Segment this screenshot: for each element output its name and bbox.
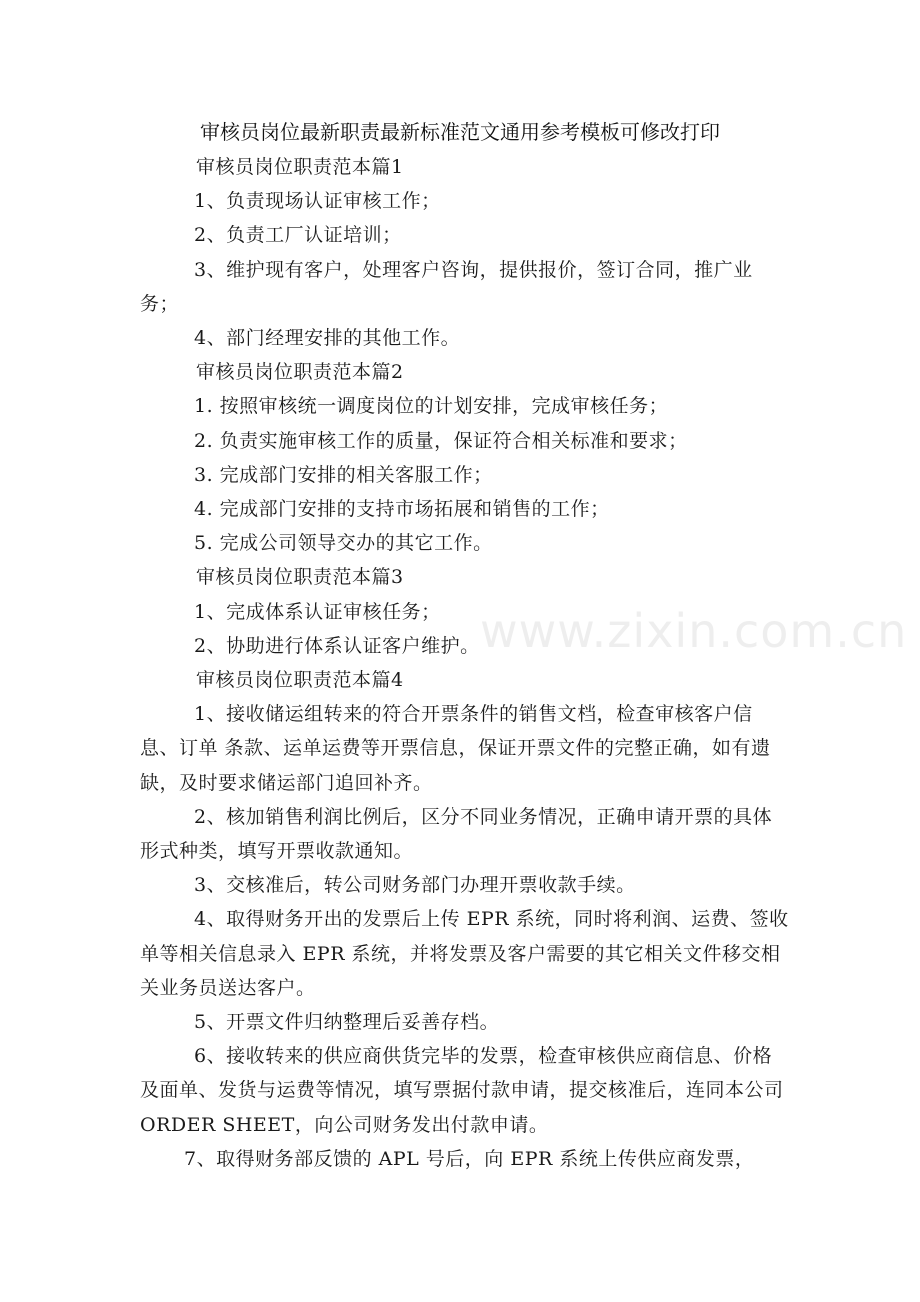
paragraph: 1. 按照审核统一调度岗位的计划安排，完成审核任务； <box>194 395 669 418</box>
paragraph: 3、维护现有客户，处理客户咨询，提供报价，签订合同，推广业务； <box>140 258 753 315</box>
paragraph: 6、接收转来的供应商供货完毕的发票，检查审核供应商信息、价格及面单、发货与运费等情况，填写票据付款申请，提交核准后，连同本公司 ORDER SHEET，向公司财务发出付款申请。 <box>140 1045 784 1136</box>
paragraph: 2、协助进行体系认证客户维护。 <box>194 634 480 657</box>
section-heading-4: 审核员岗位职责范本篇4 <box>196 669 404 692</box>
paragraph: 4、部门经理安排的其他工作。 <box>194 327 461 350</box>
paragraph: 4、取得财务开出的发票后上传 EPR 系统，同时将利润、运费、签收单等相关信息录入 EPR 系统，并将发票及客户需要的其它相关文件移交相关业务员送达客户。 <box>140 908 789 999</box>
section-heading-1: 审核员岗位职责范本篇1 <box>196 156 404 178</box>
paragraph: 3. 完成部门安排的相关客服工作； <box>194 463 493 486</box>
paragraph: 2、负责工厂认证培训； <box>194 224 402 247</box>
paragraph: 4. 完成部门安排的支持市场拓展和销售的工作； <box>194 498 610 521</box>
paragraph: 2、核加销售利润比例后，区分不同业务情况，正确申请开票的具体形式种类，填写开票收款通知。 <box>140 805 773 863</box>
paragraph: 5. 完成公司领导交办的其它工作。 <box>194 532 493 555</box>
paragraph: 7、取得财务部反馈的 APL 号后，向 EPR 系统上传供应商发票， <box>184 1147 755 1170</box>
paragraph: 3、交核准后，转公司财务部门办理开票收款手续。 <box>194 874 636 897</box>
paragraph: 1、接收储运组转来的符合开票条件的销售文档，检查审核客户信息、订单 条款、运单运费等开票信息，保证开票文件的完整正确，如有遗缺，及时要求储运部门追回补齐。 <box>140 703 771 794</box>
paragraph: 1、完成体系认证审核任务； <box>194 600 441 623</box>
paragraph: 2. 负责实施审核工作的质量，保证符合相关标准和要求； <box>194 429 688 452</box>
section-heading-3: 审核员岗位职责范本篇3 <box>196 566 404 589</box>
document-title: 审核员岗位最新职责最新标准范文通用参考模板可修改打印 <box>200 120 720 144</box>
document-body <box>140 150 790 1176</box>
paragraph: 5、开票文件归纳整理后妥善存档。 <box>194 1011 500 1034</box>
section-heading-2: 审核员岗位职责范本篇2 <box>196 361 404 384</box>
watermark: www.zixin.com.cn <box>480 604 908 658</box>
paragraph: 1、负责现场认证审核工作； <box>194 190 441 213</box>
